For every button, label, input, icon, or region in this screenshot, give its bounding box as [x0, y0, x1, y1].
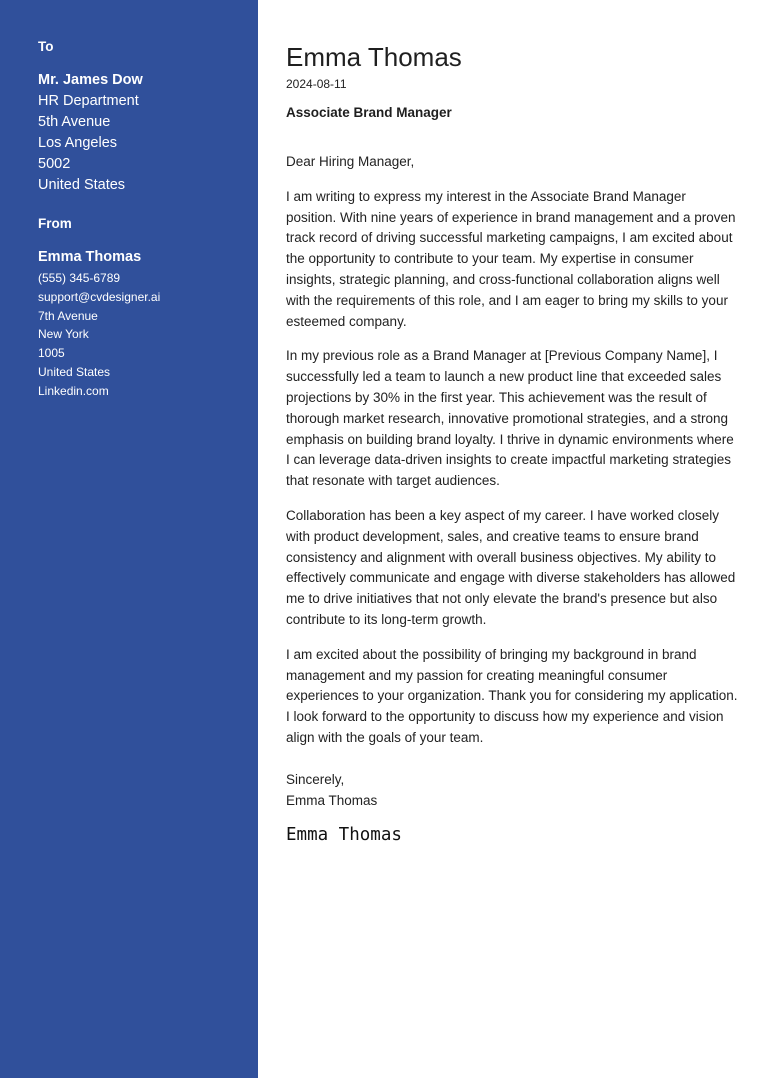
sender-name: Emma Thomas — [38, 249, 142, 265]
paragraph-3: Collaboration has been a key aspect of my career. I have worked closely with product development, sales, and creative teams to ensure brand consistency and alignment with overall business objectives. My ability to effectively communicate and engage with diverse stakeholders has allowed me to drive initiatives that not only elevate the brand's presence but also contribute to its long-term growth. — [286, 507, 736, 627]
closing-name: Emma Thomas — [286, 792, 378, 808]
paragraph-2: In my previous role as a Brand Manager at [Previous Company Name], I successfully led a team to launch a new product line that exceeded sales projections by 30% in the first year. This achievement was the result of thorough market research, innovative promotional strategies, and a strong emphasis on building brand loyalty. I thrive in dynamic environments where I can leverage data-driven insights to create impactful marketing strategies that resonate with target audiences. — [286, 348, 734, 489]
recipient-zip: 5002 — [38, 156, 71, 172]
letter-body — [258, 0, 768, 1078]
sender-country: United States — [38, 364, 111, 379]
sender-zip: 1005 — [38, 346, 65, 361]
sender-phone: (555) 345-6789 — [38, 271, 121, 285]
recipient-street: 5th Avenue — [38, 114, 111, 130]
sender-street: 7th Avenue — [38, 308, 98, 323]
recipient-city: Los Angeles — [38, 135, 118, 151]
contact-sidebar — [0, 0, 258, 1078]
signature: Emma Thomas — [286, 825, 402, 846]
salutation: Dear Hiring Manager, — [286, 154, 415, 169]
paragraph-1: I am writing to express my interest in the Associate Brand Manager position. With nine years of experience in brand management and a proven track record of driving successful marketing campaigns, I am excited about the opportunity to contribute to your team. My expertise in consumer insights, strategic planning, and cross-functional collaboration aligns well with the requirements of this role, and I am eager to bring my skills to your esteemed company. — [286, 188, 736, 329]
recipient-name: Mr. James Dow — [38, 72, 143, 88]
sender-linkedin: Linkedin.com — [38, 383, 109, 398]
to-heading: To — [38, 39, 54, 54]
sender-block — [38, 247, 258, 401]
paragraph-4: I am excited about the possibility of bringing my background in brand management and my passion for creating meaningful consumer experiences to your organization. Thank you for considering my application. I look forward to the opportunity to discuss how my experience and vision align with the goals of your team. — [286, 646, 738, 745]
letter-date: 2024-08-11 — [286, 77, 347, 91]
applicant-name: Emma Thomas — [286, 42, 462, 72]
from-heading: From — [38, 216, 72, 231]
recipient-block — [38, 70, 258, 196]
sender-city: New York — [38, 327, 89, 342]
recipient-department: HR Department — [38, 93, 139, 109]
closing: Sincerely, — [286, 771, 345, 787]
recipient-country: United States — [38, 177, 126, 193]
sender-email: support@cvdesigner.ai — [38, 289, 161, 304]
position-title: Associate Brand Manager — [286, 105, 452, 120]
